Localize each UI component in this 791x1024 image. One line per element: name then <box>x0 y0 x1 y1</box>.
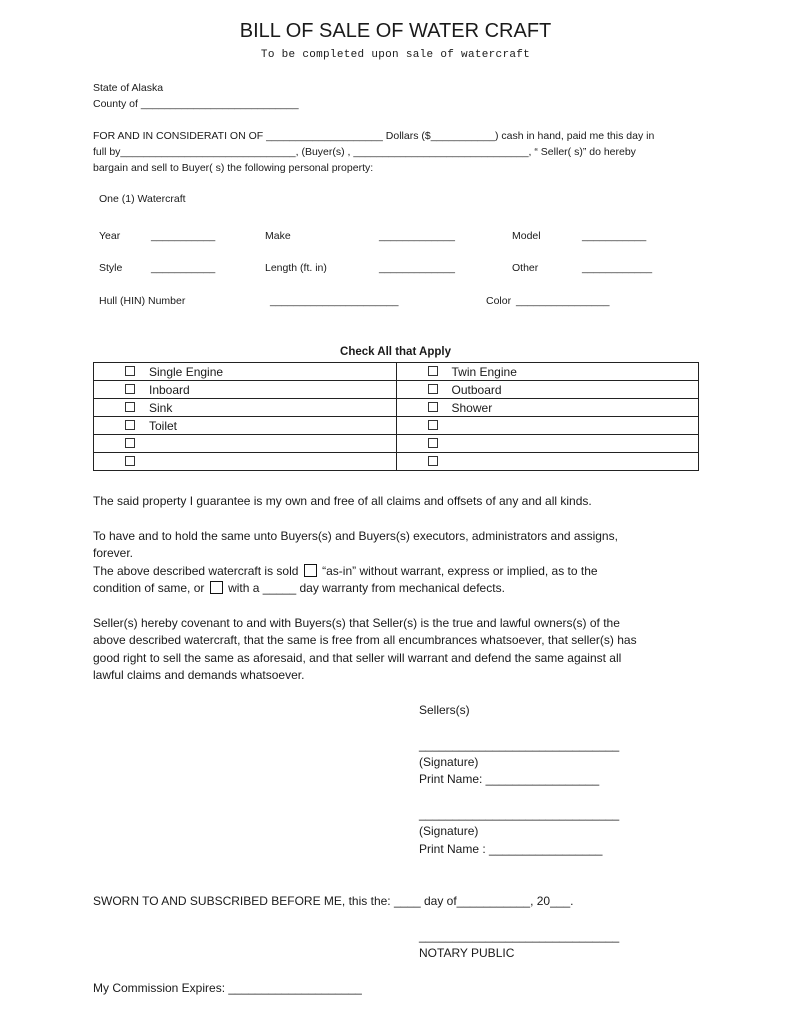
guarantee-text: The said property I guarantee is my own and free of all claims and offsets of any and all kinds. <box>93 494 592 508</box>
option-label: Outboard <box>451 382 502 397</box>
checklist-cell[interactable] <box>396 435 699 453</box>
make-field[interactable]: _____________ <box>379 230 455 242</box>
checkbox-icon[interactable] <box>125 402 135 412</box>
signature-label-1: (Signature) <box>419 755 479 769</box>
commission-expires-line[interactable]: My Commission Expires: ____________________ <box>93 981 362 995</box>
option-label: Sink <box>149 400 173 415</box>
checkbox-icon[interactable] <box>125 438 135 448</box>
color-label: Color <box>486 295 512 307</box>
table-row <box>94 363 699 381</box>
hull-field[interactable]: ______________________ <box>270 295 399 307</box>
sellers-label: Sellers(s) <box>419 703 470 717</box>
checkbox-icon[interactable] <box>428 366 438 376</box>
consideration-line-3: bargain and sell to Buyer( s) the following personal property: <box>93 162 374 174</box>
year-label: Year <box>99 230 121 242</box>
warranty-checkbox-icon[interactable] <box>210 581 223 594</box>
print-name-2[interactable]: Print Name : _________________ <box>419 842 603 856</box>
option-label: Inboard <box>149 382 190 397</box>
other-label: Other <box>512 262 539 274</box>
as-is-line <box>93 564 598 578</box>
checklist-heading: Check All that Apply <box>340 346 451 358</box>
length-field[interactable]: _____________ <box>379 262 455 274</box>
checkbox-icon[interactable] <box>428 384 438 394</box>
covenant-line-1: Seller(s) hereby covenant to and with Buyers(s) that Seller(s) is the true and lawful owners(s) of the <box>93 616 620 630</box>
model-label: Model <box>512 230 541 242</box>
checklist-cell[interactable] <box>94 399 397 417</box>
checklist-cell[interactable] <box>94 453 397 471</box>
checklist-cell[interactable] <box>94 417 397 435</box>
checklist-cell[interactable] <box>396 363 699 381</box>
as-is-pre: The above described watercraft is sold <box>93 564 299 578</box>
checkbox-icon[interactable] <box>125 384 135 394</box>
option-label: Twin Engine <box>451 364 517 379</box>
color-field[interactable]: ________________ <box>516 295 610 307</box>
warranty-line <box>93 581 505 595</box>
print-name-1[interactable]: Print Name: _________________ <box>419 772 600 786</box>
table-row <box>94 435 699 453</box>
as-is-checkbox-icon[interactable] <box>304 564 317 577</box>
hold-line-2: forever. <box>93 546 134 560</box>
checkbox-icon[interactable] <box>125 420 135 430</box>
document-title: BILL OF SALE OF WATER CRAFT <box>239 20 552 42</box>
signature-line-2[interactable]: ______________________________ <box>419 807 620 821</box>
notary-public-label: NOTARY PUBLIC <box>419 946 515 960</box>
option-label: Single Engine <box>149 364 224 379</box>
notary-signature-line[interactable]: ______________________________ <box>419 929 620 943</box>
warranty-post[interactable]: with a _____ day warranty from mechanical defects. <box>228 581 505 595</box>
checkbox-icon[interactable] <box>428 420 438 430</box>
hull-label: Hull (HIN) Number <box>99 295 186 307</box>
make-label: Make <box>265 230 291 242</box>
length-label: Length (ft. in) <box>265 262 327 274</box>
hold-line-1: To have and to hold the same unto Buyers(s) and Buyers(s) executors, administrators and assigns, <box>93 529 618 543</box>
checkbox-icon[interactable] <box>428 438 438 448</box>
consideration-line-1[interactable]: FOR AND IN CONSIDERATI ON OF ____________________ Dollars ($___________) cash in hand, paid me this day in <box>93 130 655 142</box>
as-is-post: “as-in” without warrant, express or implied, as to the <box>322 564 598 578</box>
table-row <box>94 453 699 471</box>
document-subtitle: To be completed upon sale of watercraft <box>260 49 531 61</box>
checklist-cell[interactable] <box>396 399 699 417</box>
covenant-line-3: good right to sell the same as aforesaid, and that seller will warrant and defend the same against all <box>93 651 622 665</box>
table-row <box>94 417 699 435</box>
covenant-line-4: lawful claims and demands whatsoever. <box>93 668 305 682</box>
checklist-cell[interactable] <box>94 363 397 381</box>
checklist-cell[interactable] <box>396 417 699 435</box>
option-label: Toilet <box>149 418 178 433</box>
year-field[interactable]: ___________ <box>151 230 216 242</box>
option-label: Shower <box>451 400 493 415</box>
covenant-line-2: above described watercraft, that the same is free from all encumbrances whatsoever, that seller(s) has <box>93 633 637 647</box>
other-field[interactable]: ____________ <box>582 262 653 274</box>
signature-label-2: (Signature) <box>419 824 479 838</box>
model-field[interactable]: ___________ <box>582 230 647 242</box>
checklist-cell[interactable] <box>94 381 397 399</box>
sworn-line[interactable]: SWORN TO AND SUBSCRIBED BEFORE ME, this the: ____ day of___________, 20___. <box>93 894 574 908</box>
checklist-cell[interactable] <box>94 435 397 453</box>
state-line: State of Alaska <box>93 82 164 94</box>
style-field[interactable]: ___________ <box>151 262 216 274</box>
checkbox-icon[interactable] <box>125 366 135 376</box>
county-line[interactable]: County of ___________________________ <box>93 98 299 110</box>
warranty-pre: condition of same, or <box>93 581 205 595</box>
checklist-table <box>93 362 699 471</box>
consideration-line-2[interactable]: full by______________________________, (Buyer(s) , ______________________________, “ Seller( s)” do hereby <box>93 146 636 158</box>
checkbox-icon[interactable] <box>428 456 438 466</box>
checklist-cell[interactable] <box>396 381 699 399</box>
table-row <box>94 399 699 417</box>
style-label: Style <box>99 262 123 274</box>
checklist-cell[interactable] <box>396 453 699 471</box>
watercraft-label: One (1) Watercraft <box>99 193 186 205</box>
checkbox-icon[interactable] <box>125 456 135 466</box>
table-row <box>94 381 699 399</box>
signature-line-1[interactable]: ______________________________ <box>419 738 620 752</box>
checkbox-icon[interactable] <box>428 402 438 412</box>
